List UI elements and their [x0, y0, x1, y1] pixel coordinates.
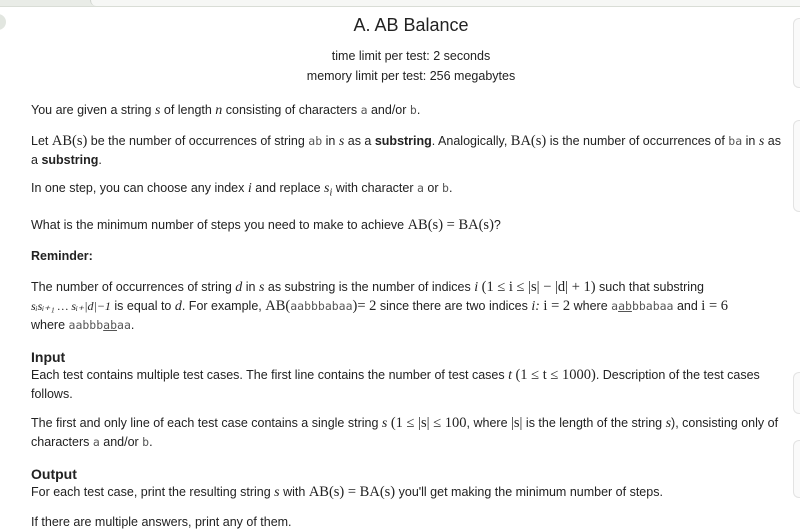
- statement-paragraph: What is the minimum number of steps you need to make to achieve AB(s) = BA(s)?: [31, 216, 501, 233]
- reminder-heading: Reminder:: [31, 248, 93, 263]
- output-paragraph: For each test case, print the resulting string s with AB(s) = BA(s) you'll get making the minimum number of steps.: [31, 483, 663, 500]
- right-sidebar-card: [793, 440, 800, 498]
- input-paragraph: Each test contains multiple test cases. The first line contains the number of test cases t (1 ≤ t ≤ 1000). Description of the test cases follows.: [31, 366, 760, 401]
- statement-paragraph: In one step, you can choose any index i and replace $s_i$ with character a or b.: [31, 181, 453, 199]
- input-paragraph: The first and only line of each test case contains a single string s (1 ≤ |s| ≤ 100, where |s| is the length of the string s), consisting only of characters a and/or b.: [31, 414, 779, 449]
- time-limit: time limit per test: 2 seconds: [331, 49, 491, 63]
- right-sidebar-card: [793, 18, 800, 88]
- statement-paragraph: Let AB(s) be the number of occurrences of string ab in s as a substring. Analogically, BA(s) is the number of occurrences of ba in s as a substring.: [31, 133, 781, 167]
- memory-limit: memory limit per test: 256 megabytes: [306, 69, 516, 83]
- left-edge-handle: [0, 14, 6, 30]
- output-paragraph: If there are multiple answers, print any of them.: [31, 514, 292, 529]
- input-heading: Input: [31, 348, 66, 365]
- right-sidebar-card: [793, 372, 800, 414]
- output-heading: Output: [31, 465, 77, 482]
- statement-paragraph: You are given a string s of length n consisting of characters a and/or b.: [31, 103, 421, 118]
- right-sidebar-card: [793, 120, 800, 212]
- problem-title: A. AB Balance: [353, 15, 469, 35]
- reminder-paragraph: The number of occurrences of string d in s as substring is the number of indices i (1 ≤ i ≤ |s| − |d| + 1) such that substring sᵢsᵢ₊₁ … sᵢ₊|d|−1 is equal to d. For example, AB(aabbbabaa)= 2 since there are two indices i: i = 2 where aabbbabaa and i = 6 where aabbbabaa.: [31, 278, 729, 332]
- problem-statement: [31, 0, 791, 531]
